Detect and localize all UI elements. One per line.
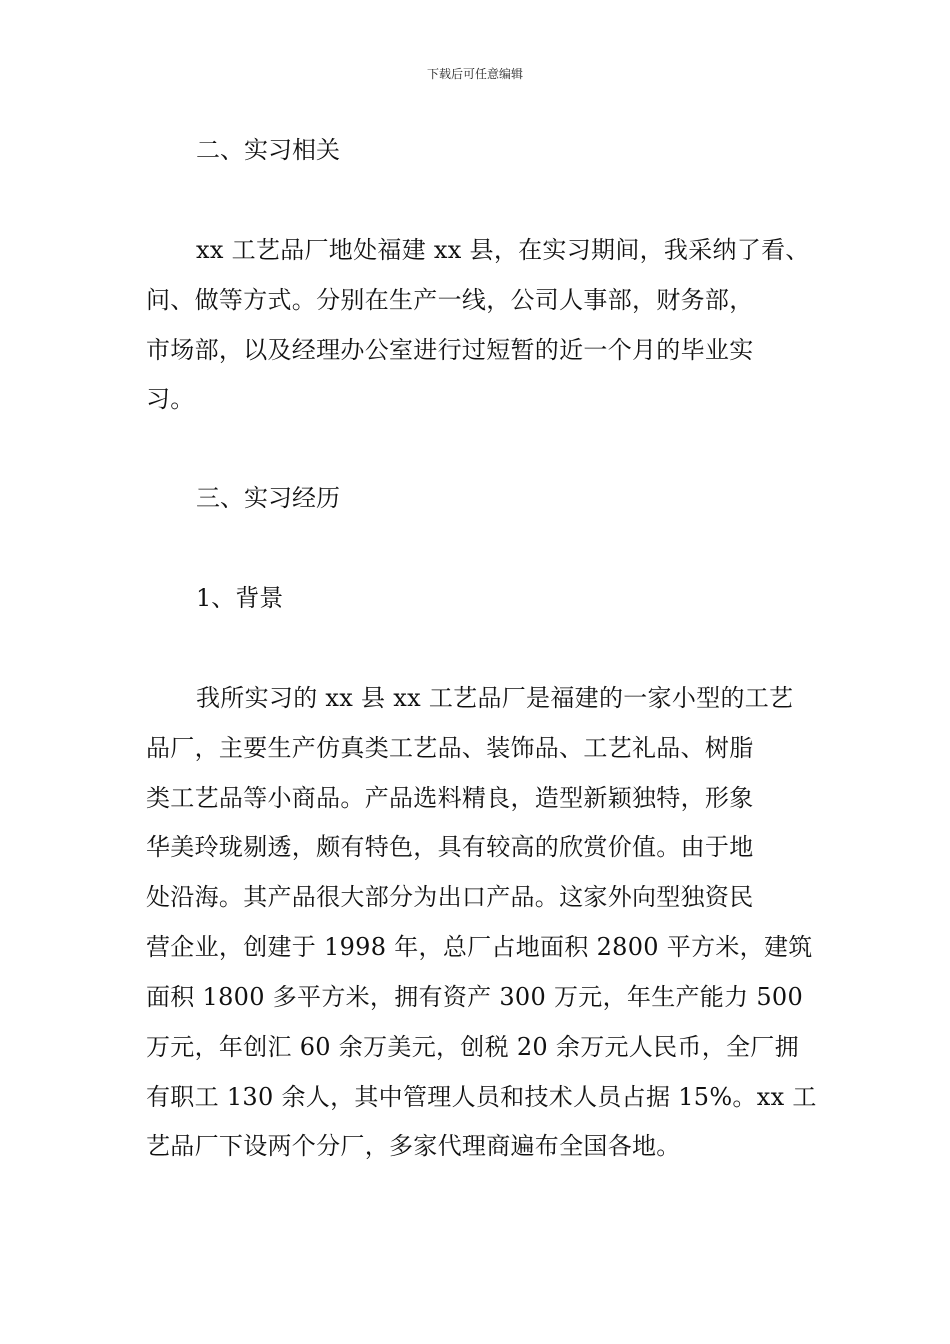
- paragraph-line: 习。: [146, 385, 195, 413]
- paragraph-line: 有职工 130 余人，其中管理人员和技术人员占据 15%。xx 工: [146, 1083, 817, 1111]
- paragraph-line: 面积 1800 多平方米，拥有资产 300 万元，年生产能力 500: [146, 983, 804, 1011]
- paragraph-line: 问、做等方式。分别在生产一线，公司人事部，财务部，: [146, 286, 754, 314]
- paragraph-line: 营企业，创建于 1998 年，总厂占地面积 2800 平方米，建筑: [146, 933, 813, 961]
- paragraph-line: 艺品厂下设两个分厂，多家代理商遍布全国各地。: [146, 1132, 681, 1160]
- section-heading-internship-related: 二、实习相关: [196, 136, 340, 164]
- paragraph-line: 万元，年创汇 60 余万美元，创税 20 余万元人民币，全厂拥: [146, 1033, 799, 1061]
- paragraph-line: 处沿海。其产品很大部分为出口产品。这家外向型独资民: [146, 883, 754, 911]
- paragraph-line: 华美玲珑剔透，颇有特色，具有较高的欣赏价值。由于地: [146, 833, 754, 861]
- page-header-note: 下载后可任意编辑: [426, 67, 523, 81]
- section-heading-internship-experience: 三、实习经历: [196, 484, 340, 512]
- paragraph-line: 类工艺品等小商品。产品选料精良，造型新颖独特，形象: [146, 784, 754, 812]
- subsection-heading-background: 1、背景: [196, 584, 284, 612]
- paragraph-line: 我所实习的 xx 县 xx 工艺品厂是福建的一家小型的工艺: [196, 684, 794, 712]
- paragraph-line: xx 工艺品厂地处福建 xx 县，在实习期间，我采纳了看、: [196, 236, 810, 264]
- paragraph-line: 市场部，以及经理办公室进行过短暂的近一个月的毕业实: [146, 336, 754, 364]
- paragraph-line: 品厂，主要生产仿真类工艺品、装饰品、工艺礼品、树脂: [146, 734, 754, 762]
